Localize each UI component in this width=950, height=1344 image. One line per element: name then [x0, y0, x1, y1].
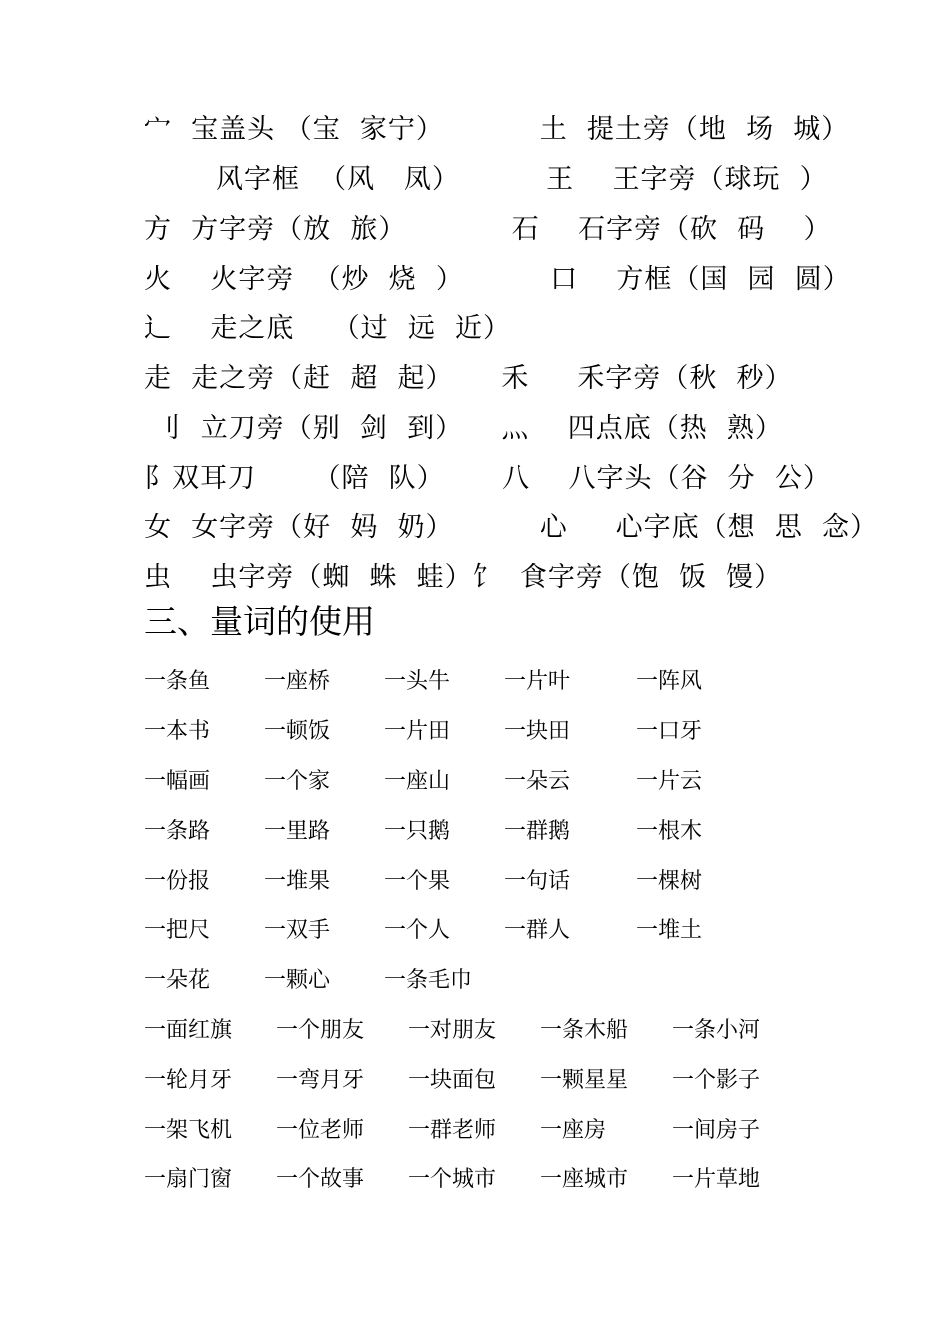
measure-word: 一幅画 [144, 769, 211, 794]
measure-row [144, 767, 844, 797]
measure-row [144, 817, 844, 847]
measure-word: 一座桥 [264, 669, 331, 694]
measure-word: 一弯月牙 [276, 1068, 365, 1093]
radical-line-1: 宀 宝盖头 （宝 家宁） 土 提土旁（地 场 城） [144, 114, 850, 145]
measure-word: 一把尺 [144, 918, 211, 943]
measure-word: 一根木 [636, 819, 703, 844]
measure-word: 一群人 [504, 918, 571, 943]
measure-word: 一个家 [264, 769, 331, 794]
radical-line-10: 虫 虫字旁（蜘 蛛 蛙）饣 食字旁（饱 饭 馒） [144, 562, 783, 593]
measure-word: 一片田 [384, 719, 451, 744]
measure-word: 一条小河 [672, 1018, 761, 1043]
measure-word: 一座房 [540, 1118, 607, 1143]
measure-word: 一颗心 [264, 968, 331, 993]
measure-word: 一阵风 [636, 669, 703, 694]
measure-word: 一个影子 [672, 1068, 761, 1093]
radical-line-6: 走 走之旁（赶 超 起） 禾 禾字旁（秋 秒） [144, 363, 793, 394]
measure-row [144, 1116, 844, 1146]
measure-word: 一个果 [384, 869, 451, 894]
measure-word: 一间房子 [672, 1118, 761, 1143]
measure-word: 一条鱼 [144, 669, 211, 694]
measure-word: 一片云 [636, 769, 703, 794]
measure-word: 一棵树 [636, 869, 703, 894]
measure-row [144, 1016, 844, 1046]
measure-word: 一里路 [264, 819, 331, 844]
measure-word: 一朵云 [504, 769, 571, 794]
measure-word: 一面红旗 [144, 1018, 233, 1043]
measure-word: 一个故事 [276, 1167, 365, 1192]
measure-word: 一堆果 [264, 869, 331, 894]
measure-word: 一轮月牙 [144, 1068, 233, 1093]
measure-word: 一头牛 [384, 669, 451, 694]
measure-word: 一块面包 [408, 1068, 497, 1093]
radical-line-5: 辶 走之底 （过 远 近） [144, 313, 511, 344]
measure-word: 一本书 [144, 719, 211, 744]
measure-row [144, 916, 844, 946]
measure-word: 一朵花 [144, 968, 211, 993]
measure-word: 一条路 [144, 819, 211, 844]
radical-line-3: 方 方字旁（放 旅） 石 石字旁（砍 码 ） [144, 214, 832, 245]
measure-word: 一个人 [384, 918, 451, 943]
measure-word: 一个城市 [408, 1167, 497, 1192]
radical-line-4: 火 火字旁 （炒 烧 ） 口 方框（国 园 圆） [144, 264, 851, 295]
measure-word: 一架飞机 [144, 1118, 233, 1143]
measure-row [144, 667, 844, 697]
radical-line-2: 风字框 （风 凤） 王 王字旁（球玩 ） [216, 164, 828, 195]
measure-word: 一条木船 [540, 1018, 629, 1043]
measure-row [144, 1066, 844, 1096]
measure-word: 一只鹅 [384, 819, 451, 844]
measure-word: 一块田 [504, 719, 571, 744]
measure-word: 一堆土 [636, 918, 703, 943]
section-heading: 三、量词的使用 [144, 602, 375, 641]
measure-word: 一颗星星 [540, 1068, 629, 1093]
measure-word: 一顿饭 [264, 719, 331, 744]
measure-word: 一座城市 [540, 1167, 629, 1192]
measure-word: 一条毛巾 [384, 968, 473, 993]
measure-word: 一对朋友 [408, 1018, 497, 1043]
radical-line-7: 刂 立刀旁（别 剑 到） 灬 四点底（热 熟） [144, 413, 783, 444]
radical-line-8: 阝双耳刀 （陪 队） 八 八字头（谷 分 公） [144, 463, 831, 494]
measure-word: 一群鹅 [504, 819, 571, 844]
measure-word: 一座山 [384, 769, 451, 794]
measure-row [144, 966, 844, 996]
measure-word: 一个朋友 [276, 1018, 365, 1043]
measure-word: 一口牙 [636, 719, 703, 744]
measure-word: 一份报 [144, 869, 211, 894]
measure-word: 一片草地 [672, 1167, 761, 1192]
measure-word: 一片叶 [504, 669, 571, 694]
measure-word: 一群老师 [408, 1118, 497, 1143]
measure-row [144, 717, 844, 747]
measure-word: 一扇门窗 [144, 1167, 233, 1192]
measure-word: 一句话 [504, 869, 571, 894]
measure-row [144, 1165, 844, 1195]
measure-row [144, 867, 844, 897]
measure-word: 一位老师 [276, 1118, 365, 1143]
measure-word: 一双手 [264, 918, 331, 943]
radical-line-9: 女 女字旁（好 妈 奶） 心 心字底（想 思 念） [144, 512, 878, 543]
